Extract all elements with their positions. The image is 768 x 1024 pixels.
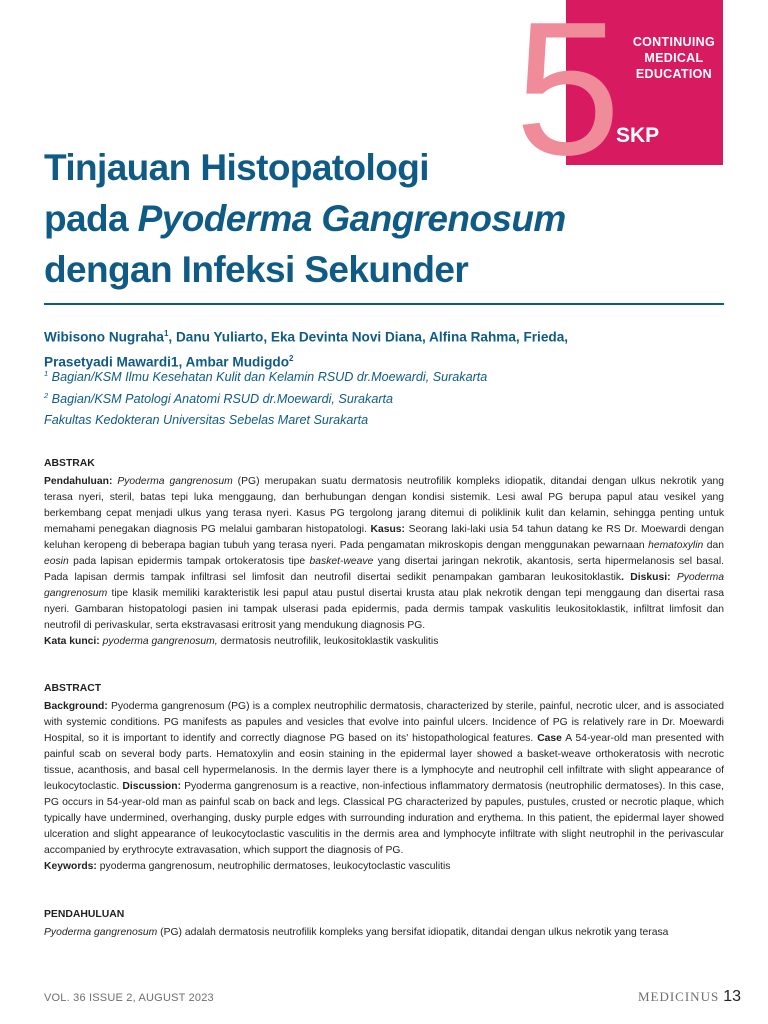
abstract-body xyxy=(44,699,724,859)
kata-kunci-rest: dermatosis neutrofilik, leukositoklastik vaskulitis xyxy=(217,636,439,647)
footer-volume: VOL. 36 ISSUE 2, AUGUST 2023 xyxy=(44,992,214,1004)
abstrak-heading: ABSTRAK xyxy=(44,458,95,469)
abstract-text-1: Pyoderma gangrenosum (PG) is a complex neutrophilic dermatosis, characterized by sterile, painful, necrotic ulcer, and is associated with systemic conditions. PG manifests as papules and vesicles that evolve into painful ulcers. Incidence of PG is relatively rare in Dr. Moewardi Hospital, so it is important to identify and correctly diagnose PG based on its' histopathological features. xyxy=(44,701,724,744)
abstrak-text-6: tipe klasik memiliki karakteristik lesi papul atau pustul disertai krusta atau plak nekrotik dengan tepi menggaung dan disertai rasa nyeri. Gambaran histopatologi pasien ini tampak ulserasi pada epidermis, pada dermis tampak vaskulitis leukositoklastik, infiltrat limfosit dan neutrofil di perivaskular, serta ekstravasasi eritrosit yang mendukung diagnosis PG. xyxy=(44,588,724,631)
title-line-2-prefix: pada xyxy=(44,198,138,239)
abstrak-text-5: yang disertai jaringan nekrotik, akantosis, serta hipermelanosis sel basal. Pada lapisan dermis tampak infiltrasi sel limfosit dan neutrofil disertai sedikit penampakan gambaran leukositoklastik xyxy=(44,556,725,583)
abstrak-label-diskusi: . Diskusi: xyxy=(621,572,671,583)
affiliation-2-sup: 2 xyxy=(44,391,49,400)
skp-credit-number: 5 xyxy=(515,0,617,195)
magazine-name: MEDICINUS xyxy=(637,989,720,1004)
abstract-label-case: Case xyxy=(537,733,562,744)
badge-line-medical: MEDICAL xyxy=(644,51,704,65)
title-line-2 xyxy=(44,193,724,244)
pendahuluan-section xyxy=(44,907,724,941)
author-rest-1: , Danu Yuliarto, Eka Devinta Novi Diana, Alfina Rahma, Frieda, xyxy=(168,329,569,345)
badge-skp: SKP xyxy=(616,124,660,147)
abstrak-text-1: (PG) merupakan suatu dermatosis neutrofilik kompleks idiopatik, ditandai dengan ulkus nekrotik yang terasa nyeri, steril, batas tepi luka menggaung, dan berhubungan dengan kondisi sistemik. Lesi awal PG berupa papul atau vesikel yang berkembang cepat menjadi ulkus yang terasa nyeri. Kasus PG tergolong jarang ditemui di poliklinik kulit dan kelamin, sehingga penting untuk memahami penegakan diagnosis PG melalui gambaran histopatologi. xyxy=(44,476,724,535)
author-sup-2: 2 xyxy=(289,353,294,363)
abstrak-keywords xyxy=(44,634,724,650)
affiliation-3-text: Fakultas Kedokteran Universitas Sebelas Maret Surakarta xyxy=(44,413,369,427)
abstrak-pg-term-1: Pyoderma gangrenosum xyxy=(117,476,233,487)
abstrak-hematoxylin: hematoxylin xyxy=(648,540,704,551)
keywords-rest: pyoderma gangrenosum, neutrophilic dermatoses, leukocytoclastic vasculitis xyxy=(96,861,451,872)
pendahuluan-text-1: (PG) adalah dermatosis neutrofilik kompleks yang bersifat idiopatik, ditandai dengan ulkus nekrotik yang terasa xyxy=(157,927,669,938)
abstrak-text-3: dan xyxy=(703,540,724,551)
abstrak-label-kasus: Kasus: xyxy=(370,524,405,535)
affiliation-2-text: Bagian/KSM Patologi Anatomi RSUD dr.Moewardi, Surakarta xyxy=(48,392,394,407)
title-line-1: Tinjauan Histopatologi xyxy=(44,147,429,188)
affiliation-1-sup: 1 xyxy=(44,369,49,378)
abstrak-pg-term-2: Pyoderma gangrenosum xyxy=(44,572,724,599)
pendahuluan-pg-term: Pyoderma gangrenosum xyxy=(44,927,158,938)
abstrak-text-4: pada lapisan epidermis tampak ortokeratosis tipe xyxy=(68,556,310,567)
abstract-heading: ABSTRACT xyxy=(44,683,102,694)
abstract-text-3: Pyoderma gangrenosum is a reactive, non-infectious inflammatory dermatosis (neutrophilic dermatoses). In this case, PG occurs in 54-year-old man as painful scab on back and legs. Classical PG characterized by papules, pustules, crusted or necrotic plaque, which typically have undermined, overhanging, dusky purple edges with surrounding induration and erythema. In this patient, the epidermal layer showed ulceration and slight appearance of leukocytoclastic vasculitis in the dermis area and lymphocyte infiltrate with slight neutrophil in the perivascular accompanied by erythrocyte extravasation, which support the diagnosis of PG. xyxy=(44,781,725,856)
author-list xyxy=(44,323,734,372)
abstrak-label-pendahuluan: Pendahuluan: xyxy=(44,476,113,487)
abstrak-body xyxy=(44,474,724,634)
abstrak-text-2: Seorang laki-laki usia 54 tahun datang ke RS Dr. Moewardi dengan keluhan keropeng di beberapa bagian tubuh yang terasa nyeri. Pada pengamatan mikroskopis dengan menggunakan pewarnaan xyxy=(44,524,725,551)
kata-kunci-label: Kata kunci: xyxy=(44,636,100,647)
badge-line-continuing: CONTINUING xyxy=(632,35,715,49)
affiliation-1-text: Bagian/KSM Ilmu Kesehatan Kulit dan Kelamin RSUD dr.Moewardi, Surakarta xyxy=(48,370,488,385)
author-rest-2: Prasetyadi Mawardi1, Ambar Mudigdo xyxy=(44,354,289,370)
abstrak-section xyxy=(44,456,724,650)
abstrak-eosin: eosin xyxy=(44,556,69,567)
abstract-keywords xyxy=(44,859,724,875)
footer-magazine xyxy=(638,988,741,1006)
article-title xyxy=(44,142,724,295)
abstract-section xyxy=(44,681,724,875)
pendahuluan-heading: PENDAHULUAN xyxy=(44,909,125,920)
cme-badge-text xyxy=(633,34,715,82)
title-line-2-italic: Pyoderma Gangrenosum xyxy=(137,198,566,239)
abstract-label-background: Background: xyxy=(44,701,108,712)
abstrak-basket-weave: basket-weave xyxy=(309,556,374,567)
title-line-3: dengan Infeksi Sekunder xyxy=(44,249,469,290)
affiliation-3 xyxy=(44,413,734,427)
page-number: 13 xyxy=(723,988,741,1005)
author-first: Wibisono Nugraha xyxy=(44,329,164,345)
author-line-1 xyxy=(44,323,734,348)
kata-kunci-italic: pyoderma gangrenosum, xyxy=(99,636,218,647)
abstract-label-discussion: Discussion: xyxy=(122,781,182,792)
abstract-text-2: A 54-year-old man presented with painful scab on several body parts. Hematoxylin and eosin staining in the epidermal layer showed a basket-weave orthokeratosis with necrotic tissue, acanthosis, and basal cell hypermelanosis. In the dermis layer there is a lymphocyte and neutrophil cell infiltrate with slight appearance of leukocytoclastic. xyxy=(44,733,724,792)
title-divider xyxy=(44,303,724,305)
author-sup-1: 1 xyxy=(163,329,169,338)
affiliation-2 xyxy=(44,391,734,406)
keywords-label: Keywords: xyxy=(44,861,97,872)
affiliation-1 xyxy=(44,369,734,384)
badge-line-education: EDUCATION xyxy=(635,67,712,81)
pendahuluan-body xyxy=(44,925,724,941)
